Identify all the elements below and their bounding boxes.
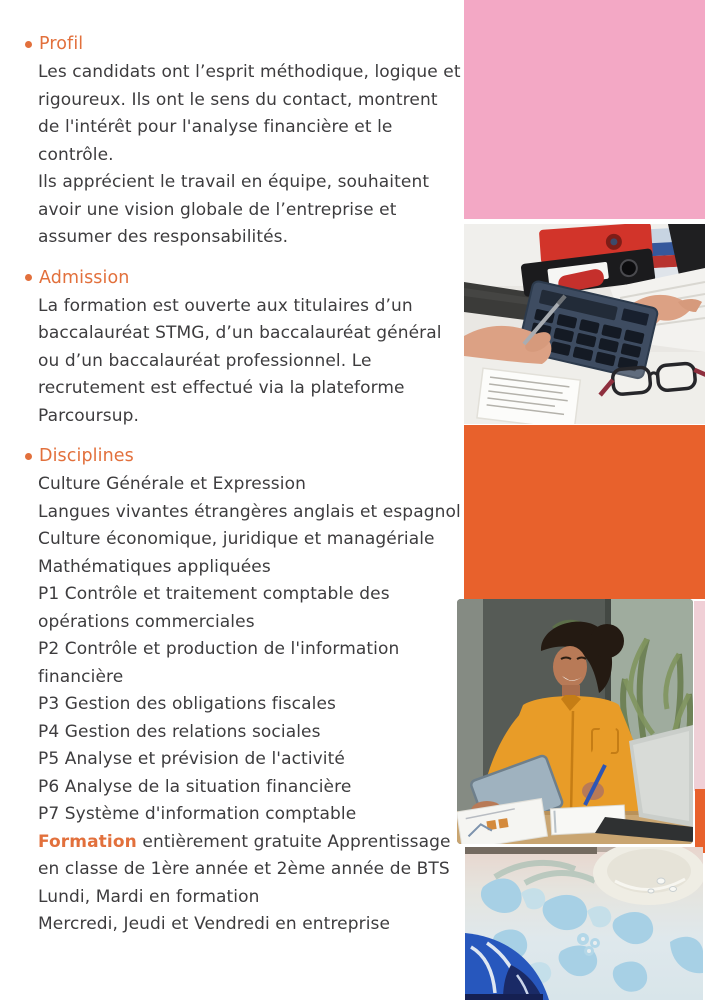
- section-title: Disciplines: [39, 446, 134, 466]
- color-block-pink: [464, 0, 705, 219]
- section-heading-profil: [25, 31, 462, 57]
- section-heading-disciplines: [25, 443, 462, 469]
- discipline-item: P5 Analyse et prévision de l'activité: [38, 749, 345, 769]
- color-sliver-orange: [695, 789, 705, 853]
- section-admission: [25, 265, 462, 431]
- color-sliver-pale-pink: [694, 601, 705, 791]
- section-title: Profil: [39, 34, 84, 54]
- paragraph: Ils apprécient le travail en équipe, souhaitent avoir une vision globale de l’entreprise et assumer des responsabilités.: [38, 172, 430, 247]
- formation-text: entièrement gratuite Apprentissage en classe de 1ère année et 2ème année de BTS: [38, 831, 451, 879]
- formation-label: Formation: [38, 831, 137, 852]
- blue-floral-plates-photo: [465, 847, 703, 1000]
- student-with-tablet-photo: [457, 599, 693, 844]
- calculator-photo-illustration: [464, 224, 705, 424]
- section-title: Admission: [39, 267, 130, 288]
- paragraph: La formation est ouverte aux titulaires d’un baccalauréat STMG, d’un baccalauréat général ou d’un baccalauréat professionnel. Le recrutement est effectué via la plateforme Parcoursup.: [38, 295, 442, 426]
- discipline-item: Langues vivantes étrangères anglais et espagnol: [38, 501, 461, 522]
- blue-pattern-illustration: [465, 847, 703, 1000]
- section-disciplines: [25, 443, 462, 829]
- accounting-desk-calculator-photo: [464, 224, 705, 424]
- bullet-icon: [25, 274, 32, 281]
- discipline-item: Culture Générale et Expression: [38, 474, 306, 494]
- section-heading-admission: [25, 265, 462, 291]
- discipline-item: P2 Contrôle et production de l'information financière: [38, 639, 400, 687]
- discipline-item: P7 Système d'information comptable: [38, 804, 357, 824]
- bullet-icon: [25, 453, 32, 460]
- discipline-item: Mathématiques appliquées: [38, 556, 271, 577]
- discipline-item: P1 Contrôle et traitement comptable des opérations commerciales: [38, 584, 390, 632]
- discipline-item: Culture économique, juridique et managériale: [38, 529, 435, 549]
- student-photo-illustration: [457, 599, 693, 844]
- discipline-item: P6 Analyse de la situation financière: [38, 776, 352, 797]
- schedule-line: Lundi, Mardi en formation: [38, 886, 260, 907]
- paragraph: Les candidats ont l’esprit méthodique, logique et rigoureux. Ils ont le sens du contact, montrent de l'intérêt pour l'analyse financière et le contrôle.: [38, 62, 461, 165]
- color-block-orange: [464, 425, 705, 599]
- text-column: [25, 31, 462, 939]
- formation-paragraph: [38, 829, 462, 884]
- schedule-line: Mercredi, Jeudi et Vendredi en entreprise: [38, 914, 391, 934]
- bullet-icon: [25, 41, 32, 48]
- section-profil: [25, 31, 462, 252]
- discipline-item: P3 Gestion des obligations fiscales: [38, 694, 336, 714]
- discipline-item: P4 Gestion des relations sociales: [38, 721, 321, 742]
